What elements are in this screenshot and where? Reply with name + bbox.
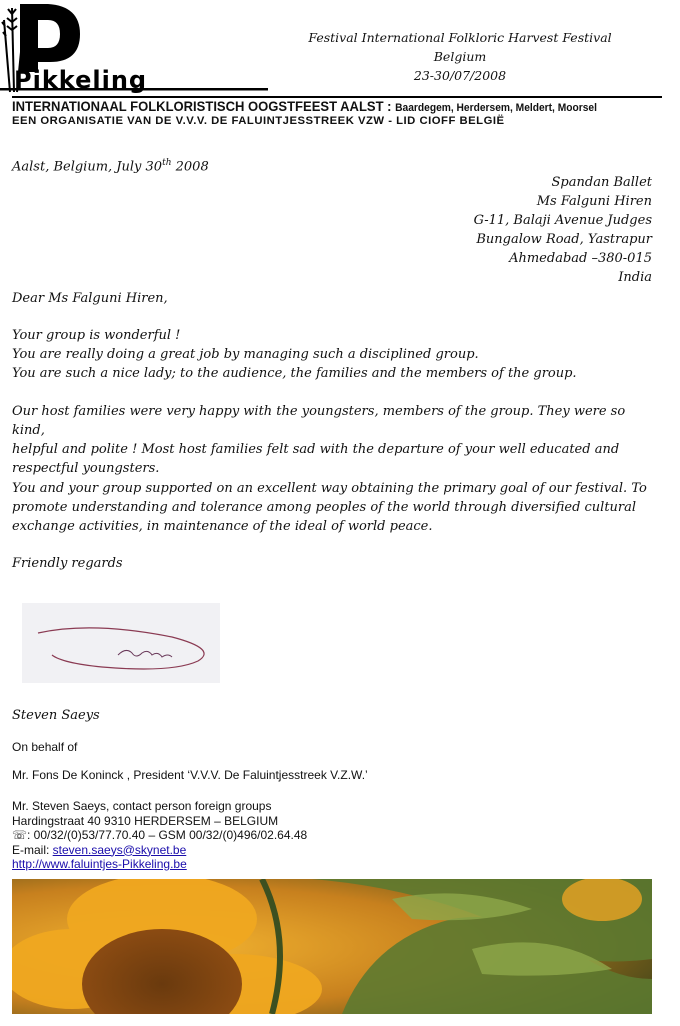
- festival-line-2: Belgium: [433, 49, 487, 64]
- letterhead-title: INTERNATIONAAL FOLKLORISTISCH OOGSTFEEST AALST :: [12, 98, 392, 114]
- recipient-address: [360, 173, 652, 287]
- phone-icon: ☏: [12, 828, 28, 842]
- paragraph-line: helpful and polite ! Most host families felt sad with the departure of your well educated and: [12, 442, 620, 457]
- paragraph-line: exchange activities, in maintenance of the ideal of world peace.: [12, 519, 433, 534]
- address-line: India: [618, 270, 652, 285]
- signature-image: [22, 603, 220, 683]
- festival-line-3: 23-30/07/2008: [413, 68, 507, 83]
- logo-p-shape: [20, 4, 80, 72]
- website-link[interactable]: http://www.faluintjes-Pikkeling.be: [12, 857, 187, 871]
- letterhead-line-1: [12, 98, 597, 114]
- body-paragraph-1: [12, 326, 652, 383]
- address-line: Spandan Ballet: [551, 175, 652, 190]
- paragraph-line: You are such a nice lady; to the audience, the families and the members of the group.: [12, 366, 577, 381]
- letterhead-line-2: EEN ORGANISATIE VAN DE V.V.V. DE FALUINTJESSTREEK VZW - LID CIOFF BELGIË: [12, 115, 505, 127]
- body-paragraph-3: [12, 479, 652, 536]
- address-line: Bungalow Road, Yastrapur: [476, 232, 652, 247]
- festival-line-1: Festival International Folkloric Harvest Festival: [308, 30, 612, 45]
- contact-name: Mr. Steven Saeys, contact person foreign groups: [12, 799, 272, 813]
- salutation: Dear Ms Falguni Hiren,: [12, 291, 168, 306]
- contact-phone: ☏: 00/32/(0)53/77.70.40 – GSM 00/32/(0)496/02.64.48: [12, 828, 308, 842]
- sunflower-footer-image: [12, 879, 652, 1014]
- address-line: G-11, Balaji Avenue Judges: [473, 213, 652, 228]
- paragraph-line: You and your group supported on an excellent way obtaining the primary goal of our festival. To: [12, 481, 647, 496]
- body-paragraph-2: [12, 402, 652, 478]
- paragraph-line: Your group is wonderful !: [12, 328, 181, 343]
- contact-block: [12, 799, 307, 872]
- email-link[interactable]: steven.saeys@skynet.be: [52, 842, 187, 857]
- letterhead-places: Baardegem, Herdersem, Meldert, Moorsel: [395, 102, 597, 114]
- paragraph-line: promote understanding and tolerance among peoples of the world through diversified cultural: [12, 500, 637, 515]
- address-line: Ms Falguni Hiren: [536, 194, 652, 209]
- president-line: Mr. Fons De Koninck , President ‘V.V.V. De Faluintjesstreek V.Z.W.’: [12, 768, 368, 782]
- address-line: Ahmedabad –380-015: [509, 251, 652, 266]
- closing: Friendly regards: [12, 556, 123, 571]
- festival-title-block: [300, 28, 620, 85]
- signer-name: Steven Saeys: [12, 708, 100, 723]
- contact-email: E-mail: steven.saeys@skynet.be: [12, 842, 187, 857]
- letter-date: Aalst, Belgium, July 30th 2008: [12, 158, 209, 175]
- paragraph-line: respectful youngsters.: [12, 461, 160, 476]
- on-behalf-of: On behalf of: [12, 740, 78, 754]
- contact-address: Hardingstraat 40 9310 HERDERSEM – BELGIUM: [12, 813, 279, 828]
- paragraph-line: Our host families were very happy with the youngsters, members of the group. They were so kind,: [12, 404, 626, 438]
- logo-wordmark: Pikkeling: [14, 66, 148, 94]
- signature-scribble: [22, 603, 220, 683]
- paragraph-line: You are really doing a great job by managing such a disciplined group.: [12, 347, 479, 362]
